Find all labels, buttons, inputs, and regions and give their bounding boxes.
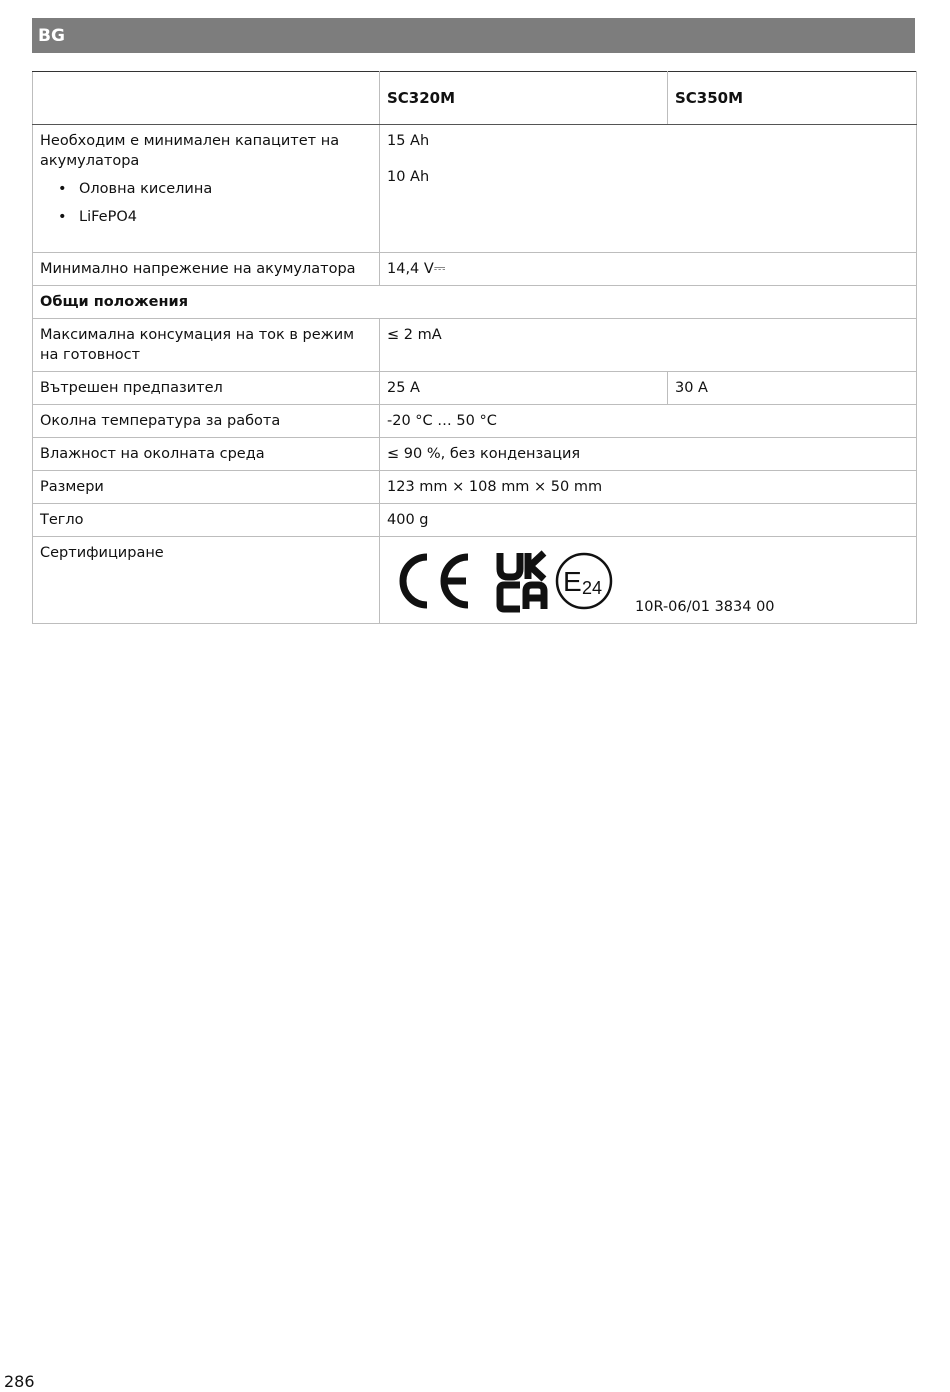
table-row-weight (33, 504, 917, 537)
language-code: BG (38, 25, 65, 46)
weight-label: Тегло (33, 504, 380, 537)
table-row-standby-current (33, 319, 917, 372)
min-voltage-value: 14,4 V⎓ (380, 253, 917, 286)
humidity-label: Влажност на околната среда (33, 438, 380, 471)
capacity-label: Необходим е минимален капацитет на акумулатора (40, 133, 340, 169)
specifications-table (32, 71, 917, 624)
table-header-row (33, 72, 917, 125)
header-sc320m: SC320M (380, 72, 668, 125)
certification-label: Сертифициране (33, 537, 380, 624)
svg-text:24: 24 (582, 578, 603, 598)
standby-current-label: Максимална консумация на ток в режим на готовност (33, 319, 380, 372)
table-row-min-voltage (33, 253, 917, 286)
fuse-label: Вътрешен предпазител (33, 372, 380, 405)
ukca-mark-icon (500, 553, 544, 609)
ce-mark-icon (403, 557, 468, 605)
capacity-lifepo4-value: 10 Ah (387, 169, 430, 185)
table-section-general (33, 286, 917, 319)
table-row-temperature (33, 405, 917, 438)
dimensions-value: 123 mm × 108 mm × 50 mm (380, 471, 917, 504)
dimensions-label: Размери (33, 471, 380, 504)
e24-mark-icon (557, 554, 611, 608)
min-voltage-label: Минимално напрежение на акумулатора (33, 253, 380, 286)
temperature-label: Околна температура за работа (33, 405, 380, 438)
header-sc350m: SC350M (668, 72, 917, 125)
table-row-capacity (33, 125, 917, 253)
humidity-value: ≤ 90 %, без кондензация (380, 438, 917, 471)
capacity-values-cell (380, 125, 917, 253)
section-general-title: Общи положения (33, 286, 917, 319)
certification-logos (396, 549, 636, 613)
table-row-humidity (33, 438, 917, 471)
fuse-sc320m-value: 25 A (380, 372, 668, 405)
capacity-label-cell (33, 125, 380, 253)
battery-type-lifepo4: • LiFePO4 (58, 207, 372, 227)
battery-type-lead-acid: • Оловна киселина (58, 179, 372, 199)
temperature-value: -20 °C … 50 °C (380, 405, 917, 438)
language-header-bar (32, 18, 915, 53)
page-number: 286 (4, 1372, 35, 1391)
weight-value: 400 g (380, 504, 917, 537)
capacity-lead-acid-value: 15 Ah (387, 133, 430, 149)
approval-number: 10R-06/01 3834 00 (635, 599, 775, 615)
battery-type-list (40, 179, 372, 227)
table-row-certification (33, 537, 917, 624)
table-row-fuse (33, 372, 917, 405)
svg-text:E: E (563, 566, 582, 597)
fuse-sc350m-value: 30 A (668, 372, 917, 405)
table-row-dimensions (33, 471, 917, 504)
standby-current-value: ≤ 2 mA (380, 319, 917, 372)
certification-marks-cell (380, 537, 917, 624)
header-empty-cell (33, 72, 380, 125)
